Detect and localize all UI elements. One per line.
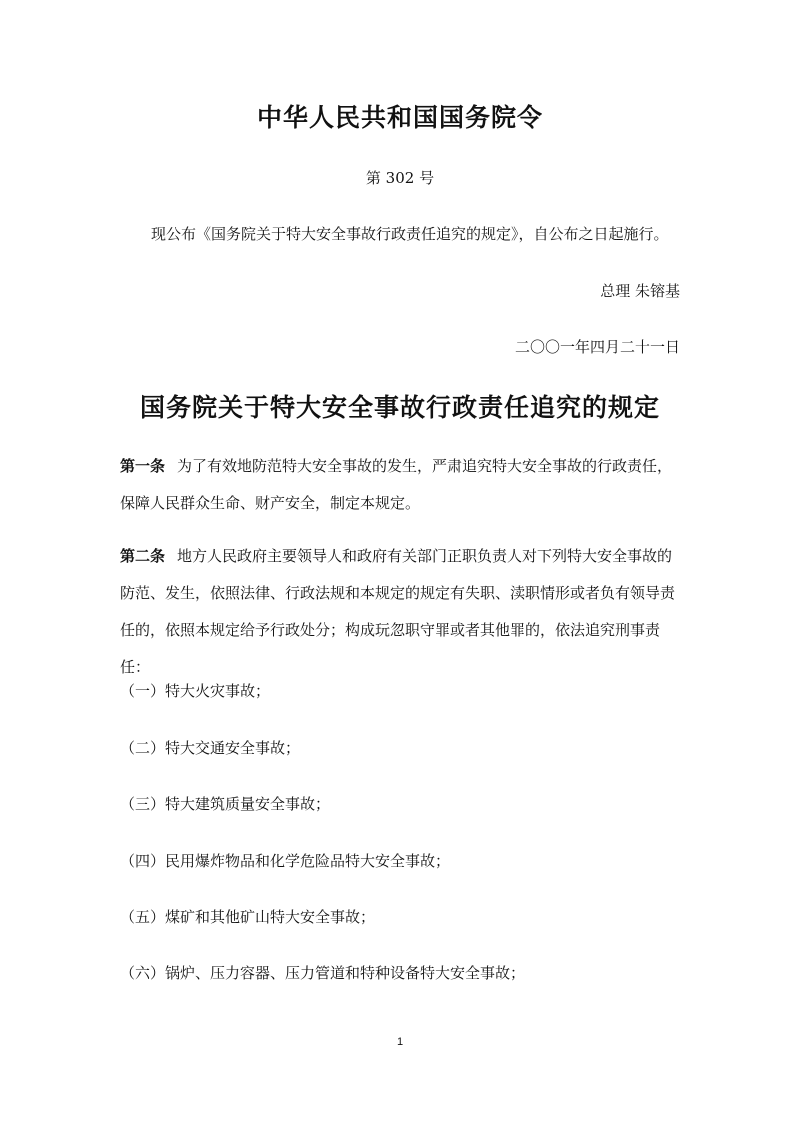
article-label: 第一条 [120, 457, 166, 475]
article-text: 地方人民政府主要领导人和政府有关部门正职负责人对下列特大安全事故的防范、发生，依照法律、行政法规和本规定的规定有失职、渎职情形或者负有领导责任的，依照本规定给予行政处分；构成玩忽职守罪或者其他罪的，依法追究刑事责任： [120, 547, 676, 676]
decree-title: 中华人民共和国国务院令 [256, 103, 543, 132]
regulation-title: 国务院关于特大安全事故行政责任追究的规定 [139, 393, 660, 422]
page-number: 1 [396, 1036, 404, 1048]
decree-date: 二〇〇一年四月二十一日 [514, 338, 680, 356]
list-item: （二）特大交通安全事故； [120, 739, 301, 757]
signature-line: 总理 朱镕基 [600, 282, 680, 300]
article-2 [120, 538, 682, 686]
list-item: （一）特大火灾事故； [120, 682, 271, 700]
article-text: 为了有效地防范特大安全事故的发生，严肃追究特大安全事故的行政责任，保障人民群众生命、财产安全，制定本规定。 [120, 457, 673, 512]
article-label: 第二条 [120, 547, 166, 565]
list-item: （六）锅炉、压力容器、压力管道和特种设备特大安全事故； [120, 964, 526, 982]
list-item: （四）民用爆炸物品和化学危险品特大安全事故； [120, 852, 451, 870]
article-1 [120, 448, 682, 522]
list-item: （三）特大建筑质量安全事故； [120, 795, 331, 813]
decree-number: 第 302 号 [365, 169, 435, 187]
announcement-text: 现公布《国务院关于特大安全事故行政责任追究的规定》，自公布之日起施行。 [151, 225, 669, 243]
list-item: （五）煤矿和其他矿山特大安全事故； [120, 908, 376, 926]
